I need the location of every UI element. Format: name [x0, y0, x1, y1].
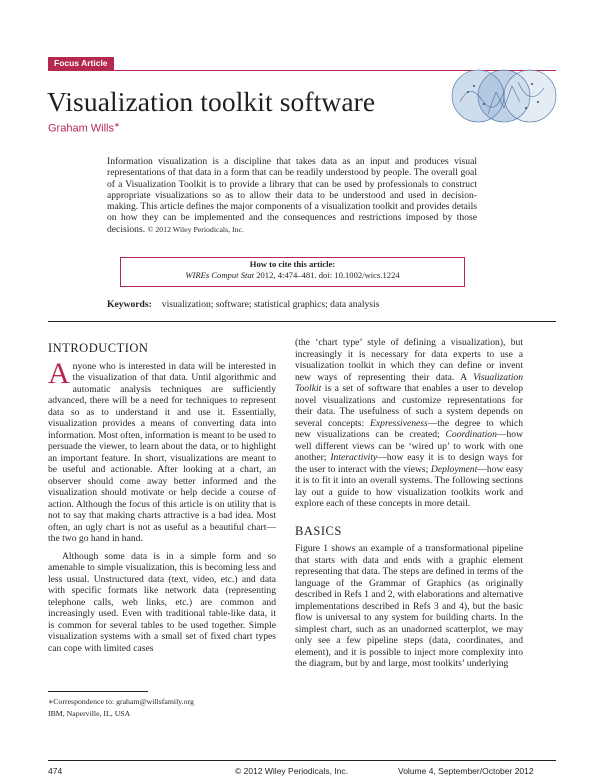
abstract [107, 156, 477, 235]
intro-paragraph-3 [295, 337, 523, 510]
intro-paragraph-2: Although some data is in a simple form and so amenable to simple visualization, this is becoming less and less usual. Unstructured data (text, video, etc.) and data with specific formats like network data (representing telephone calls, web links, etc.) are common and increasingly used. Even with traditional table-like data, it is common for several tables to be used together. Simple visualization systems with a small set of fixed chart types can cope with limited cases [48, 550, 276, 654]
term-interactivity: Interactivity [330, 452, 378, 463]
footer-copyright: © 2012 Wiley Periodicals, Inc. [235, 766, 349, 776]
text-run: (the ‘chart type’ style of defining a visualization), but increasingly it is necessary for data experts to use a visualization toolkit in which they can define or invent new ways of representing their data. A [295, 337, 523, 383]
abstract-copyright: © 2012 Wiley Periodicals, Inc. [147, 224, 244, 234]
article-type-badge: Focus Article [48, 57, 114, 70]
intro-paragraph-1 [48, 356, 276, 545]
footer-rule [48, 760, 556, 761]
author-footnote-mark[interactable]: ∗ [114, 122, 120, 129]
journal-logo-graphic [448, 62, 558, 130]
footnote-affiliation: IBM, Naperville, IL, USA [48, 709, 131, 718]
term-expressiveness: Expressiveness [370, 417, 428, 429]
section-heading-basics: BASICS [295, 523, 342, 538]
author-text: Graham Wills [48, 122, 115, 135]
keywords-label: Keywords: [107, 299, 152, 310]
intro-paragraph-1-text: nyone who is interested in data will be interested in the visualization of that data. Until algorithmic and automatic analysis techniques are sufficiently advanced, there will be a need for techniques to represent data so as to understand it and use it. Essentially, visualization provides a means of converting data into information. Most often, information is meant to be used to persuade the viewer, to learn about the data, or to highlight an important feature. In short, visualizations are meant to be useful and actionable. After looking at a chart, an observer should come away better informed and the visualization should motivate or help decide a course of action. Although the focus of this article is on utility that is not to say that making charts attractive is a bad idea. Most often, an ugly chart is not as useful as a beautiful chart—the two go hand in hand. [48, 360, 276, 544]
citation-journal: WIREs Comput Stat [185, 270, 255, 280]
abstract-text: Information visualization is a discipline that takes data as an input and produces visual representations of that data in a form that can be readily understood by people. The overall goal of a Visualization Toolkit is to provide a library that can be used by professionals to construct appropriate visualizations so as to allow their data to be understood and used in decision-making. This article defines the major components of a visualization toolkit and provides details on how they can be implemented and the consequences and restrictions imposed by those decisions. [107, 156, 477, 235]
text-run: —how easy it is to fit it into an overall systems. The following sections lay out a guide to how visualization toolkits work and explore each of these concepts in more detail. [295, 463, 524, 509]
keywords-value: visualization; software; statistical graphics; data analysis [161, 299, 380, 310]
term-coordination: Coordination [445, 429, 497, 440]
term-visualization-toolkit: Visualization Toolkit [295, 371, 523, 394]
footnote-rule [48, 691, 148, 692]
footnote-correspondence[interactable]: ∗Correspondence to: graham@willsfamily.org [48, 697, 194, 706]
author-name [48, 121, 120, 135]
citation-heading: How to cite this article: [249, 259, 336, 269]
text-run: is a set of software that enables a user to develop novel visualizations and customize representations for their data. The usefulness of such a system depends on several concepts: [295, 383, 523, 429]
text-run: —how well different views can be ‘wired up’ to work with one another; [295, 429, 523, 463]
text-run: —the degree to which new visualizations can be created; [295, 417, 523, 440]
section-divider [48, 321, 556, 322]
right-column [295, 337, 523, 670]
citation-box [120, 257, 465, 287]
footer-volume: Volume 4, September/October 2012 [398, 766, 534, 776]
article-title: Visualization toolkit software [47, 86, 376, 117]
section-heading-introduction: INTRODUCTION [48, 341, 149, 355]
left-column [48, 343, 276, 654]
basics-paragraph-1: Figure 1 shows an example of a transformational pipeline that starts with data and ends with a graphic element representing that data. The steps are defined in terms of the language of the Grammar of Graphics (as originally described in Refs 1 and 2, with elaborations and alternative implementations described in Refs 3 and 4), but the basic flow is universal to any system for building charts. In the simplest chart, such as an unadorned scatterplot, we may only see a few pipeline steps (data, coordinates, and element), and it is possible to inject more complexity into the diagram, but by and large, most toolkits’ underlying [295, 543, 523, 669]
page-number: 474 [48, 766, 63, 776]
text-run: —how easy it is to design ways for the user to interact with the views; [295, 452, 523, 475]
citation-reference[interactable]: 2012, 4:474–481. doi: 10.1002/wics.1224 [254, 270, 400, 280]
drop-cap: A [48, 356, 70, 390]
citation-line [121, 270, 464, 281]
term-deployment: Deployment [430, 463, 478, 475]
keywords [107, 299, 379, 310]
